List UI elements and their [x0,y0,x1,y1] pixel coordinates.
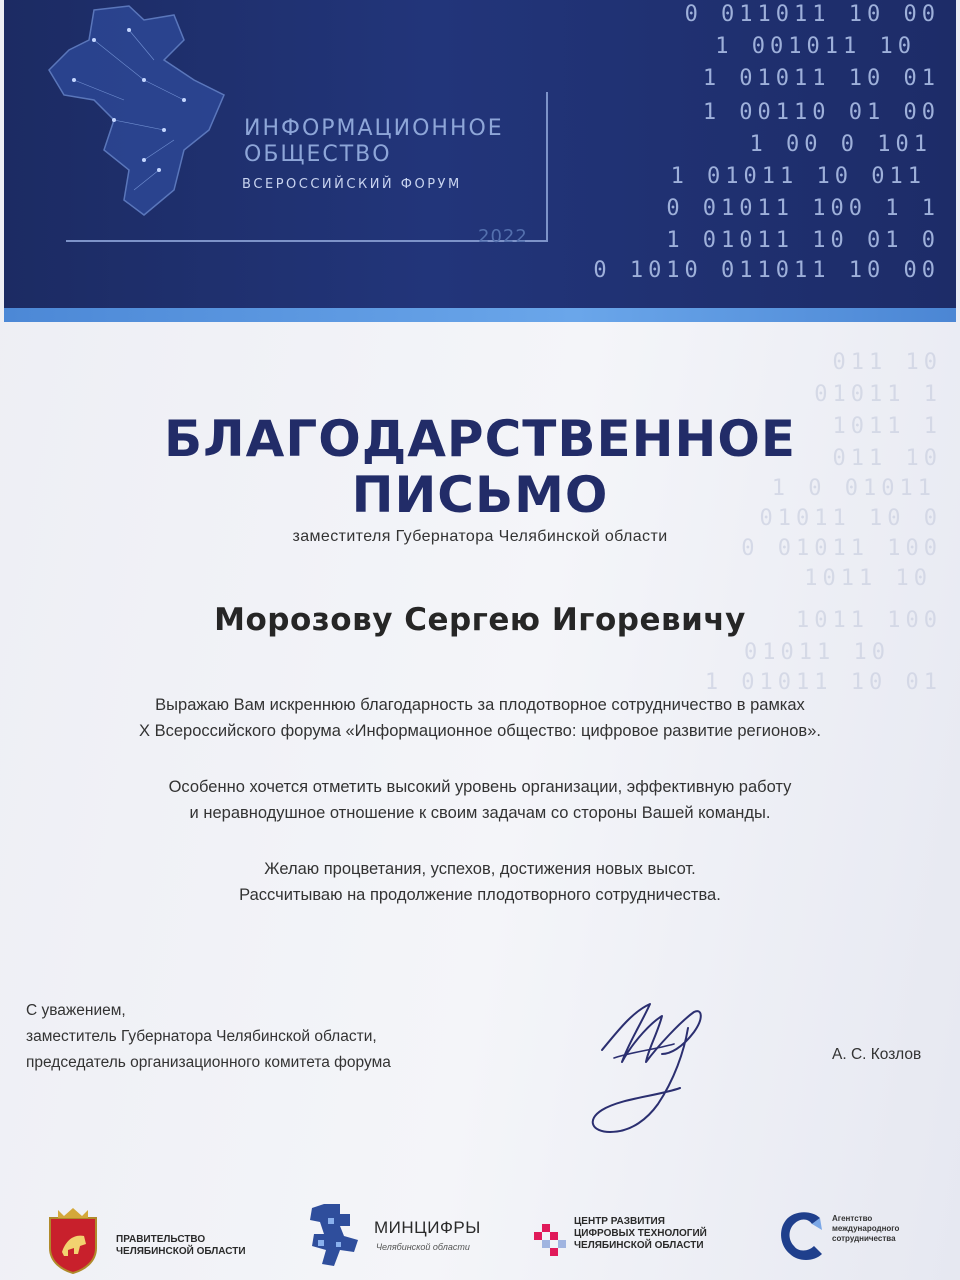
logo-text-line: ПРАВИТЕЛЬСТВО [116,1234,206,1245]
digital-center-icon [534,1218,568,1258]
agency-emblem-icon [776,1206,828,1266]
binary-row: 0 01011 100 1 1 [666,196,940,221]
binary-row: 1 00 0 101 [749,132,932,157]
letter-title-line1: БЛАГОДАРСТВЕННОЕ [164,410,796,468]
paragraph-line: X Всероссийского форума «Информационное общество: цифровое развитие регионов». [139,722,821,740]
binary-row-faint: 1 01011 10 01 [704,670,942,695]
forum-type: ВСЕРОССИЙСКИЙ ФОРУМ [242,177,462,192]
header-stripe [4,308,956,322]
binary-row-faint: 0 01011 100 [741,536,942,561]
recipient-name: Морозову Сергею Игоревичу [214,602,746,638]
closing-line: заместитель Губернатора Челябинской области, [26,1028,377,1045]
signer-name: А. С. Козлов [832,1046,922,1063]
paragraph-team [40,774,920,826]
mincifry-name: МИНЦИФРЫ [374,1218,481,1237]
forum-year: 2022 [478,226,528,247]
binary-row-faint: 1 0 01011 [771,476,936,501]
closing-line: С уважением, [26,1002,126,1019]
letter-title-line2: ПИСЬМО [351,466,609,524]
logo-text-line: ЧЕЛЯБИНСКОЙ ОБЛАСТИ [574,1240,704,1251]
logo-government [40,1200,280,1270]
binary-row: 0 1010 011011 10 00 [593,258,940,283]
paragraph-wishes [40,856,920,908]
binary-row: 1 00110 01 00 [702,100,940,125]
logo-government-text [116,1234,286,1258]
paragraph-gratitude [40,692,920,744]
paragraph-line: и неравнодушное отношение к своим задачам со стороны Вашей команды. [189,804,771,822]
logo-text-line: международного [832,1224,900,1233]
logo-text-line: ЦИФРОВЫХ ТЕХНОЛОГИЙ [574,1228,707,1239]
coat-of-arms-icon [44,1204,102,1274]
logo-text-line: ЦЕНТР РАЗВИТИЯ [574,1216,665,1227]
logo-text-line: сотрудничества [832,1234,896,1243]
binary-row: 1 01011 10 011 [670,164,926,189]
closing-block [26,998,526,1076]
forum-name-line2: ОБЩЕСТВО [244,142,392,167]
binary-row-faint: 01011 1 [814,382,942,407]
binary-row-faint: 011 10 [832,350,942,375]
mincifry-emblem-icon [304,1200,364,1270]
binary-row-faint: 01011 10 [744,640,890,665]
agency-text [832,1214,899,1244]
binary-row-faint: 011 10 [832,446,942,471]
paragraph-line: Особенно хочется отметить высокий уровень организации, эффективную работу [168,778,792,796]
digital-center-text [574,1216,754,1252]
forum-logo-name [244,116,534,168]
binary-row: 0 011011 10 00 [684,2,940,27]
binary-row-faint: 1011 1 [832,414,942,439]
letter-subtitle: заместителя Губернатора Челябинской области [292,528,668,545]
mincifry-region: Челябинской области [376,1242,470,1252]
binary-row: 1 001011 10 [715,34,916,59]
logo-digital-center [528,1200,748,1270]
paragraph-line: Рассчитываю на продолжение плодотворного сотрудничества. [239,886,721,904]
logo-agency [774,1200,944,1270]
signature [562,992,742,1142]
paragraph-line: Желаю процветания, успехов, достижения новых высот. [264,860,696,878]
binary-row: 1 01011 10 01 0 [666,228,940,253]
paragraph-line: Выражаю Вам искреннюю благодарность за плодотворное сотрудничество в рамках [155,696,805,714]
logo-mincifry [302,1200,502,1270]
closing-line: председатель организационного комитета форума [26,1054,391,1071]
logo-text-line: Агентство [832,1214,873,1223]
logo-text-line: ЧЕЛЯБИНСКОЙ ОБЛАСТИ [116,1246,246,1257]
forum-name-line1: ИНФОРМАЦИОННОЕ [244,116,504,141]
binary-row-faint: 01011 10 0 [759,506,942,531]
binary-row-faint: 1011 100 [796,608,942,633]
binary-row-faint: 1011 10 [804,566,932,591]
header-banner [4,0,956,308]
binary-row: 1 01011 10 01 [702,66,940,91]
